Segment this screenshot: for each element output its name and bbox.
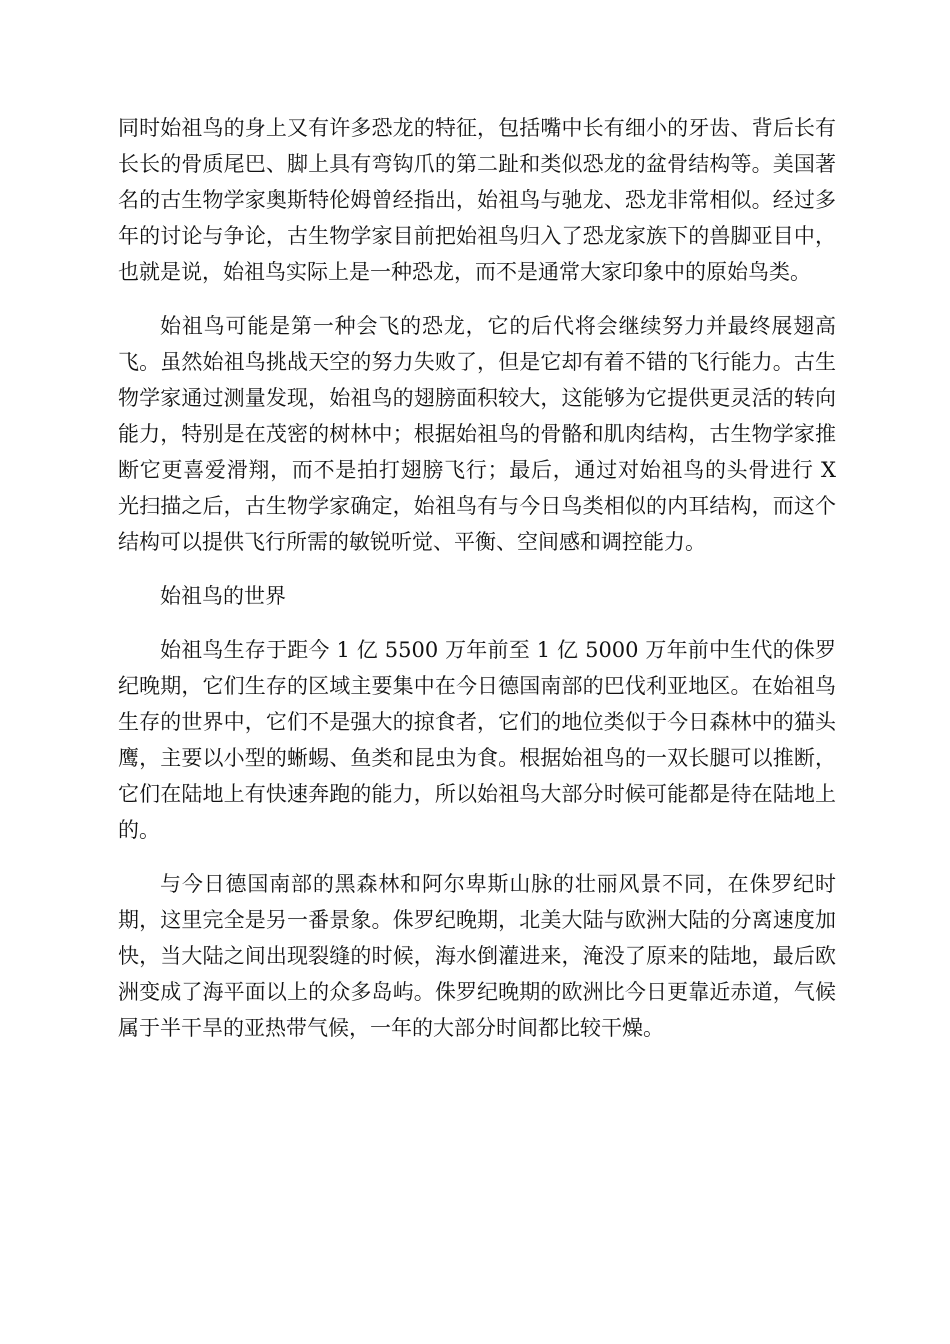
paragraph-habitat: 始祖鸟生存于距今 1 亿 5500 万年前至 1 亿 5000 万年前中生代的侏罗纪晚期，它们生存的区域主要集中在今日德国南部的巴伐利亚地区。在始祖鸟生存的世界中，它们不是强大的掠食者，它们的地位类似于今日森林中的猫头鹰，主要以小型的蜥蜴、鱼类和昆虫为食。根据始祖鸟的一双长腿可以推断，它们在陆地上有快速奔跑的能力，所以始祖鸟大部分时候可能都是待在陆地上的。: [118, 638, 836, 842]
paragraph-dinosaur-features: 同时始祖鸟的身上又有许多恐龙的特征，包括嘴中长有细小的牙齿、背后长有长长的骨质尾巴、脚上具有弯钩爪的第二趾和类似恐龙的盆骨结构等。美国著名的古生物学家奥斯特伦姆曾经指出，始祖鸟与驰龙、恐龙非常相似。经过多年的讨论与争论，古生物学家目前把始祖鸟归入了恐龙家族下的兽脚亚目中，也就是说，始祖鸟实际上是一种恐龙，而不是通常大家印象中的原始鸟类。: [118, 116, 836, 284]
paragraph-flight-ability: 始祖鸟可能是第一种会飞的恐龙，它的后代将会继续努力并最终展翅高飞。虽然始祖鸟挑战天空的努力失败了，但是它却有着不错的飞行能力。古生物学家通过测量发现，始祖鸟的翅膀面积较大，这能够为它提供更灵活的转向能力，特别是在茂密的树林中；根据始祖鸟的骨骼和肌肉结构，古生物学家推断它更喜爱滑翔，而不是拍打翅膀飞行；最后，通过对始祖鸟的头骨进行 X 光扫描之后，古生物学家确定，始祖鸟有与今日鸟类相似的内耳结构，而这个结构可以提供飞行所需的敏锐听觉、平衡、空间感和调控能力。: [118, 314, 836, 554]
document-body: [118, 110, 836, 1064]
section-heading: 始祖鸟的世界: [160, 584, 286, 608]
paragraph-jurassic-europe: 与今日德国南部的黑森林和阿尔卑斯山脉的壮丽风景不同，在侏罗纪时期，这里完全是另一番景象。侏罗纪晚期，北美大陆与欧洲大陆的分离速度加快，当大陆之间出现裂缝的时候，海水倒灌进来，淹没了原来的陆地，最后欧洲变成了海平面以上的众多岛屿。侏罗纪晚期的欧洲比今日更靠近赤道，气候属于半干旱的亚热带气候，一年的大部分时间都比较干燥。: [118, 872, 836, 1040]
